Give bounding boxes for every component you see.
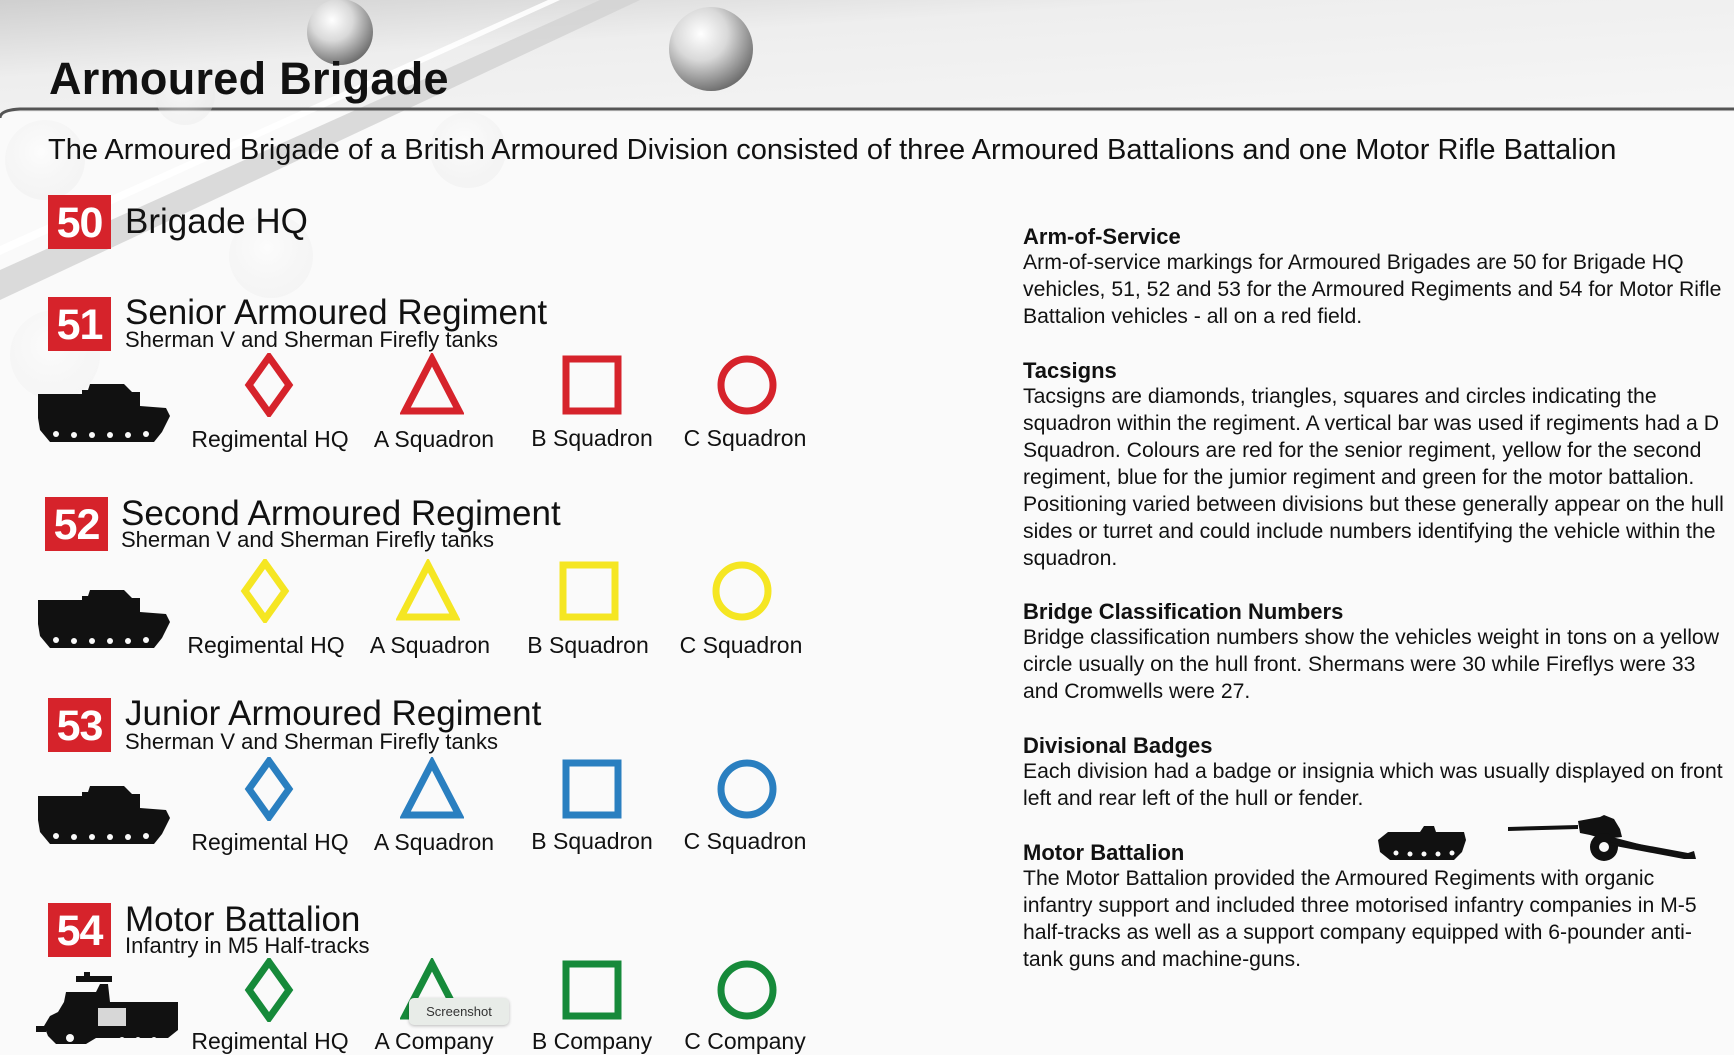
regimental-hq-label: Regimental HQ (191, 426, 349, 452)
a-squadron-triangle-icon (396, 559, 460, 623)
sherman-tank-icon (36, 588, 172, 652)
sherman-tank-icon (36, 784, 172, 848)
page-title: Armoured Brigade (49, 53, 449, 104)
screenshot-tooltip: Screenshot (409, 998, 509, 1025)
section-53-subtitle: Sherman V and Sherman Firefly tanks (125, 729, 498, 754)
b-company-square-icon (560, 958, 624, 1022)
sherman-tank-icon (36, 382, 172, 446)
b-squadron-square-icon (557, 559, 621, 623)
b-squadron-label: B Squadron (527, 632, 649, 658)
c-company-label: C Company (684, 1028, 806, 1054)
section-54-badge: 54 (48, 903, 111, 957)
regimental-hq-diamond-icon (237, 353, 301, 417)
note-heading-arm-of-service: Arm-of-Service (1023, 224, 1181, 249)
a-squadron-label: A Squadron (369, 632, 491, 658)
a-squadron-triangle-icon (400, 757, 464, 821)
a-squadron-triangle-icon (400, 353, 464, 417)
note-body-motor-battalion: The Motor Battalion provided the Armoured Regiments with organic infantry support and included three motorised infantry companies in M-5 half-tracks as well as a support company equipped with 6-pounder anti-tank guns and machine-guns. (1023, 867, 1697, 971)
section-52-badge: 52 (45, 497, 108, 551)
c-squadron-circle-icon (715, 757, 779, 821)
a-squadron-label: A Squadron (373, 426, 495, 452)
note-heading-tacsigns: Tacsigns (1023, 358, 1117, 383)
note-heading-motor-battalion: Motor Battalion (1023, 840, 1185, 865)
b-squadron-square-icon (560, 353, 624, 417)
regimental-hq-label: Regimental HQ (187, 632, 345, 658)
regimental-hq-label: Regimental HQ (191, 1028, 349, 1054)
c-squadron-label: C Squadron (683, 828, 807, 854)
section-52-title: Second Armoured Regiment (121, 494, 561, 533)
note-body-tacsigns: Tacsigns are diamonds, triangles, squares and circles indicating the squadron within the regiment. A vertical bar was used if regiments had a D Squadron. Colours are red for the senior regiment, yellow for the second regiment, blue for the jumior regiment and green for the motor battalion. Positioning varied between divisions but these generally appear on the hull sides or turret and could include numbers identifying the vehicle within the squadron. (1023, 385, 1724, 570)
b-company-label: B Company (531, 1028, 653, 1054)
section-52-subtitle: Sherman V and Sherman Firefly tanks (121, 527, 494, 552)
regimental-hq-diamond-icon (237, 757, 301, 821)
note-body-arm-of-service: Arm-of-service markings for Armoured Brigades are 50 for Brigade HQ vehicles, 51, 52 and 53 for the Armoured Regiments and 54 for Motor Rifle Battalion vehicles - all on a red field. (1023, 251, 1722, 328)
b-squadron-square-icon (560, 757, 624, 821)
c-squadron-label: C Squadron (683, 425, 807, 451)
b-squadron-label: B Squadron (531, 828, 653, 854)
hq-title: Brigade HQ (125, 202, 308, 241)
c-squadron-label: C Squadron (679, 632, 803, 658)
regimental-hq-diamond-icon (233, 559, 297, 623)
note-body-bridge-classification: Bridge classification numbers show the vehicles weight in tons on a yellow circle usually on the hull front. Shermans were 30 while Fireflys were 33 and Cromwells were 27. (1023, 626, 1720, 703)
halftrack-icon (36, 972, 180, 1054)
note-body-divisional-badges: Each division had a badge or insignia which was usually displayed on front left and rear left of the hull or fender. (1023, 760, 1723, 810)
anti-tank-gun-icon (1508, 815, 1696, 863)
hq-number-badge: 50 (48, 195, 111, 249)
a-company-label: A Company (374, 1028, 494, 1054)
section-53-badge: 53 (48, 698, 111, 752)
carrier-vehicle-icon (1376, 826, 1468, 862)
c-squadron-circle-icon (710, 559, 774, 623)
section-54-subtitle: Infantry in M5 Half-tracks (125, 933, 370, 958)
c-company-circle-icon (715, 958, 779, 1022)
regimental-hq-label: Regimental HQ (191, 829, 349, 855)
regimental-hq-diamond-icon (237, 958, 301, 1022)
section-54-title: Motor Battalion (125, 900, 361, 939)
c-squadron-circle-icon (715, 353, 779, 417)
note-heading-divisional-badges: Divisional Badges (1023, 733, 1213, 758)
section-53-title: Junior Armoured Regiment (125, 694, 542, 733)
section-51-badge: 51 (48, 297, 111, 351)
section-51-subtitle: Sherman V and Sherman Firefly tanks (125, 327, 498, 352)
a-squadron-label: A Squadron (373, 829, 495, 855)
intro-text: The Armoured Brigade of a British Armoured Division consisted of three Armoured Battalions and one Motor Rifle Battalion (48, 134, 1617, 166)
b-squadron-label: B Squadron (531, 425, 653, 451)
note-heading-bridge-classification: Bridge Classification Numbers (1023, 599, 1344, 624)
section-51-title: Senior Armoured Regiment (125, 293, 548, 332)
